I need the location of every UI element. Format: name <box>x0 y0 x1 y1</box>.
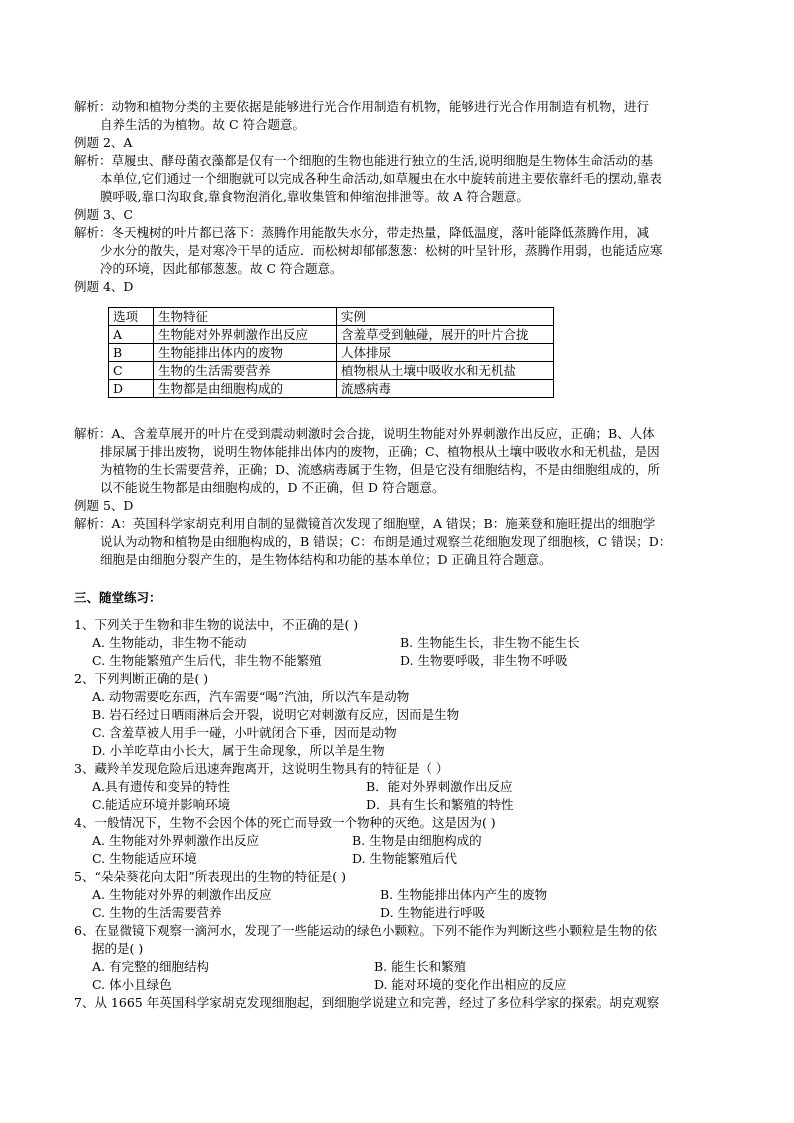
table-cell: 流感病毒 <box>337 380 554 398</box>
table-header: 选项 <box>109 308 154 326</box>
question-option: B. 岩石经过日晒雨淋后会开裂，说明它对刺激有反应，因而是生物 <box>92 707 460 722</box>
question-stem: 1、下列关于生物和非生物的说法中，不正确的是( ) <box>74 617 359 632</box>
analysis-line: 解析：A、含羞草展开的叶片在受到震动刺激时会合拢，说明生物能对外界刺激作出反应，正确；B、人体 <box>74 426 655 441</box>
table-cell: 植物根从土壤中吸收水和无机盐 <box>337 362 554 380</box>
table-row <box>109 326 554 344</box>
question-option: D．具有生长和繁殖的特性 <box>366 797 514 812</box>
analysis-line: 解析：A：英国科学家胡克利用自制的显微镜首次发现了细胞壁，A 错误；B：施莱登和施旺提出的细胞学 <box>74 516 656 531</box>
table-row <box>109 362 554 380</box>
table-header: 实例 <box>337 308 554 326</box>
question-option: A. 生物能对外界刺激作出反应 <box>92 833 259 848</box>
table-cell: 生物都是由细胞构成的 <box>154 380 337 398</box>
analysis-line: 排尿属于排出废物，说明生物体能排出体内的废物，正确；C、植物根从土壤中吸收水和无机盐，是因 <box>100 444 660 459</box>
table-cell: C <box>109 362 154 380</box>
table-header: 生物特征 <box>154 308 337 326</box>
table-cell: 生物能对外界刺激作出反应 <box>154 326 337 344</box>
question-stem: 3、藏羚羊发现危险后迅速奔跑离开，这说明生物具有的特征是（ ） <box>74 761 449 776</box>
question-option: D. 生物要呼吸，非生物不呼吸 <box>400 653 568 668</box>
question-option: B．能对外界刺激作出反应 <box>366 779 513 794</box>
question-option: A. 生物能动，非生物不能动 <box>92 635 247 650</box>
question-option: A. 有完整的细胞结构 <box>92 959 209 974</box>
question-stem: 7、从 1665 年英国科学家胡克发现细胞起，到细胞学说建立和完善，经过了多位科学家的探索。胡克观察 <box>74 995 660 1010</box>
question-option: B. 生物是由细胞构成的 <box>352 833 482 848</box>
question-option: C. 含羞草被人用手一碰，小叶就闭合下垂，因而是动物 <box>92 725 397 740</box>
example-3-title: 例题 3、C <box>74 207 133 222</box>
analysis-line: 膜呼吸,靠口沟取食,靠食物泡消化,靠收集管和伸缩泡排泄等。故 A 符合题意。 <box>100 189 529 204</box>
question-option: A.具有遗传和变异的特性 <box>92 779 231 794</box>
question-option: A. 生物能对外界的刺激作出反应 <box>92 887 272 902</box>
analysis-line: 解析：动物和植物分类的主要依据是能够进行光合作用制造有机物，能够进行光合作用制造有机物，进行 <box>74 99 650 114</box>
analysis-line: 解析：冬天槐树的叶片都已落下：蒸腾作用能散失水分，带走热量，降低温度，落叶能降低蒸腾作用，减 <box>74 225 650 240</box>
table-cell: 生物的生活需要营养 <box>154 362 337 380</box>
question-stem-continued: 据的是( ) <box>92 941 144 956</box>
question-stem: 6、在显微镜下观察一滴河水，发现了一些能运动的绿色小颗粒。下列不能作为判断这些小颗粒是生物的依 <box>74 923 657 938</box>
question-stem: 5、“朵朵葵花向太阳”所表现出的生物的特征是( ) <box>74 869 346 884</box>
question-option: B. 生物能排出体内产生的废物 <box>380 887 548 902</box>
question-option: D. 生物能繁殖后代 <box>352 851 458 866</box>
table-cell: B <box>109 344 154 362</box>
table-row <box>109 344 554 362</box>
analysis-line: 少水分的散失，是对寒冷干旱的适应．而松树却郁郁葱葱：松树的叶呈针形，蒸腾作用弱，也能适应寒 <box>100 243 663 258</box>
example-5-title: 例题 5、D <box>74 498 134 513</box>
question-option: C. 生物能繁殖产生后代，非生物不能繁殖 <box>92 653 322 668</box>
section-heading: 三、随堂练习： <box>74 590 162 605</box>
question-option: B. 生物能生长，非生物不能生长 <box>400 635 580 650</box>
question-option: C.能适应环境并影响环境 <box>92 797 231 812</box>
question-option: C. 体小且绿色 <box>92 977 172 992</box>
question-stem: 2、下列判断正确的是( ) <box>74 671 209 686</box>
question-option: D. 生物能进行呼吸 <box>380 905 486 920</box>
table-cell: 人体排尿 <box>337 344 554 362</box>
question-option: D. 小羊吃草由小长大，属于生命现象，所以羊是生物 <box>92 743 385 758</box>
question-stem: 4、一般情况下，生物不会因个体的死亡而导致一个物种的灭绝。这是因为( ) <box>74 815 496 830</box>
analysis-line: 冷的环境，因此郁郁葱葱。故 C 符合题意。 <box>100 261 343 276</box>
question-option: C. 生物的生活需要营养 <box>92 905 222 920</box>
analysis-line: 解析：草履虫、酵母菌衣藻都是仅有一个细胞的生物也能进行独立的生活,说明细胞是生物体生命活动的基 <box>74 153 653 168</box>
table-row <box>109 380 554 398</box>
table-cell: 生物能排出体内的废物 <box>154 344 337 362</box>
question-option: D. 能对环境的变化作出相应的反应 <box>374 977 567 992</box>
analysis-line: 自养生活的为植物。故 C 符合题意。 <box>100 117 306 132</box>
question-option: B. 能生长和繁殖 <box>374 959 467 974</box>
example-2-title: 例题 2、A <box>74 135 133 150</box>
question-option: C. 生物能适应环境 <box>92 851 197 866</box>
analysis-line: 细胞是由细胞分裂产生的，是生物体结构和功能的基本单位；D 正确且符合题意。 <box>100 552 552 567</box>
analysis-line: 本单位,它们通过一个细胞就可以完成各种生命活动,如草履虫在水中旋转前进主要依靠纤毛的摆动,靠表 <box>100 171 662 186</box>
feature-table <box>108 307 554 398</box>
analysis-line: 说认为动物和植物是由细胞构成的，B 错误；C：布朗是通过观察兰花细胞发现了细胞核，C 错误；D： <box>100 534 672 549</box>
question-option: A. 动物需要吃东西，汽车需要“喝”汽油，所以汽车是动物 <box>92 689 410 704</box>
table-cell: D <box>109 380 154 398</box>
analysis-line: 为植物的生长需要营养，正确；D、流感病毒属于生物，但是它没有细胞结构，不是由细胞组成的，所 <box>100 462 661 477</box>
table-cell: A <box>109 326 154 344</box>
table-cell: 含羞草受到触碰，展开的叶片合拢 <box>337 326 554 344</box>
table-header-row <box>109 308 554 326</box>
analysis-line: 以不能说生物都是由细胞构成的，D 不正确，但 D 符合题意。 <box>100 480 445 495</box>
example-4-title: 例题 4、D <box>74 279 134 294</box>
